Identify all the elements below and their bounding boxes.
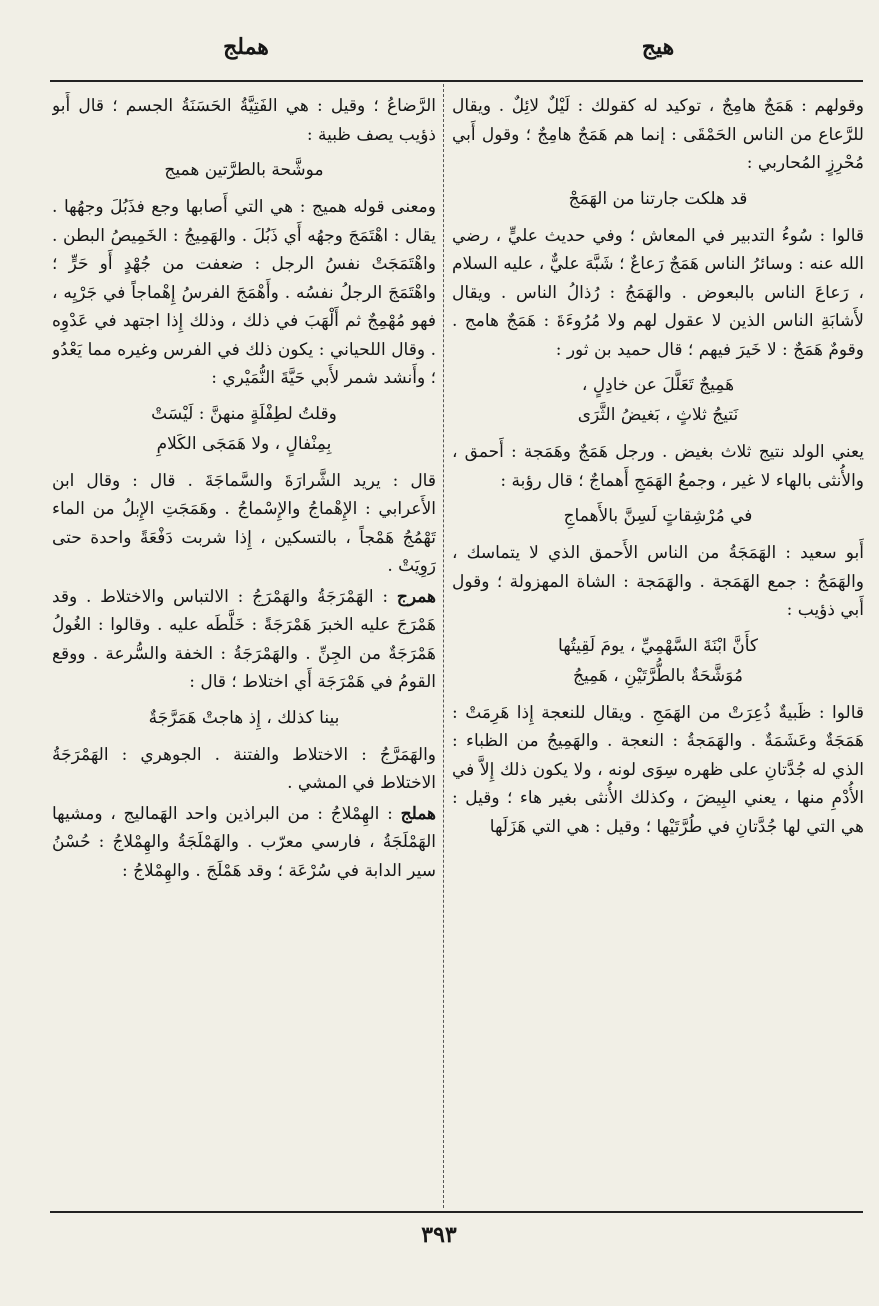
verse: قد هلكت جارتنا من الهَمَجْ — [568, 188, 748, 209]
paragraph: قال : يريد الشَّرارَةَ والسَّماجَةَ . قال : وقال ابن الأَعرابي : الإِهْماجُ والإِسْماجُ . وهَمَجَتِ الإِبلُ من الماء تَهْمُجُ هَمْجاً ، بالتسكين ، إِذا شربت دَفْعَةً واحدة حتى رَوِيَتْ . — [52, 470, 436, 576]
paragraph: أَبو سعيد : الهَمَجَةُ من الناس الأَحمق الذي لا يتماسك ، والهَمَجُ : جمع الهَمَجة . والهَمَجة : الشاة المهزولة ؛ وقول أَبي ذؤيب : — [452, 543, 864, 620]
verse: بينا كذلك ، إِذ هاجتْ هَمَرَّجَةٌ — [148, 707, 340, 728]
right-header-word: هيج — [641, 34, 675, 60]
verse-line: بِمِنْفالٍ ، ولا هَمَجَى الكَلامِ — [156, 433, 332, 454]
entry-paragraph — [52, 583, 436, 697]
verse-line: هَمِيجٌ تَعَلَّلَ عن خادِلٍ ، — [581, 375, 735, 395]
paragraph: يعني الولد نتيج ثلاث بغيض . ورجل هَمَجٌ وهَمَجة : أَحمق ، والأُنثى بالهاء لا غير ، وجمعُ الهَمَجِ أَهماجٌ ؛ قال رؤبة : — [452, 442, 864, 491]
paragraph: وقولهم : هَمَجٌ هامِجٌ ، توكيد له كقولك : لَيْلٌ لائِلٌ . ويقال للرَّعاع من الناس الحَمْقَى : إنما هم هَمَجٌ هامِجٌ ؛ وقول أَبي مُحْرِزٍ المُحاربي : — [452, 96, 864, 173]
page-number: ٣٩٣ — [421, 1222, 457, 1248]
verse — [452, 370, 864, 430]
verse-line: كأَنَّ ابْنَةَ السَّهْمِيِّ ، يومَ لَقِيتُها — [558, 635, 758, 656]
verse — [52, 399, 436, 459]
paragraph: قالوا : ظَبيةٌ ذُعِرَتْ من الهَمَجِ . ويقال للنعجة إِذا هَرِمَتْ : هَمَجَةٌ وعَشَمَةٌ . والهَمَجةُ : النعجة . والهَمِيجُ من الظباء : الذي له جُدَّتانِ على ظهره سِوَى لونه ، ولا يكون ذلك إِلاَّ في الأُدْمِ منها ، يعني البِيضَ ، وكذلك الأُنثى بغير هاء ؛ وقيل : هي التي لها جُدَّتانِ في طُرَّتَيْها ؛ وقيل : هي التي هَزَلَها — [452, 702, 864, 837]
entry-paragraph — [52, 800, 436, 886]
top-rule — [50, 80, 863, 82]
left-header-word: هملج — [223, 34, 269, 60]
entry-headword: همرج — [396, 586, 436, 607]
bottom-rule — [50, 1211, 863, 1213]
paragraph: ومعنى قوله هميج : هي التي أَصابها وجع فذَبُلَ وجهُها . يقال : اهْتَمَجَ وجهُه أَي ذَبُلَ . والهَمِيجُ : الخَمِيصُ البطن . واهْتَمَجَتْ نفسُ الرجل : ضعفت من جُهْدٍ أَو حَرٍّ ؛ واهْتَمَجَ الرجلُ نفسُه . وأَهْمَجَ الفرسُ إِهْماجاً في جَرْيِه ، فهو مُهْمِجٌ ثم أَلْهَبَ في ذلك ، وذلك إِذا اجتهد في عَدْوِه . وقال اللحياني : يكون ذلك في الفرس وغيره مما يَعْدُو ؛ وأَنشد شمر لأَبي حَيَّةَ النُّمَيْري : — [52, 197, 436, 388]
verse-line: مُوَشَّحَةٌ بالطُّرَّتَيْنِ ، هَمِيجُ — [572, 665, 744, 686]
verse: موشَّحة بالطرَّتين هميج — [164, 160, 324, 180]
verse-line: وقلتُ لطِفْلَةٍ منهنَّ : لَيْسَتْ — [151, 403, 337, 424]
verse: في مُرْشِقاتٍ لَسِنَّ بالأَهماجِ — [563, 506, 753, 526]
verse-line: نَتيجُ ثلاثٍ ، بَغيضُ الثَّرَى — [577, 405, 739, 425]
entry-text: : الهَمْرَجَةُ والهَمْرَجُ : الالتباس والاختلاط . وقد هَمْرَجَ عليه الخبرَ هَمْرَجَةً : خَلَّطَه عليه . وقالوا : الغُولُ هَمْرَجَةٌ من الجِنِّ . والهَمْرَجَةُ : الخفة والسُّرعة . ووقع القومُ في هَمْرَجَة أَي اختلاط ؛ قال : — [52, 586, 436, 692]
verse — [452, 631, 864, 691]
column-divider — [443, 84, 444, 1208]
paragraph: والهَمَرَّجُ : الاختلاط والفتنة . الجوهري : الهَمْرَجَةُ الاختلاط في المشي . — [52, 744, 436, 793]
paragraph: قالوا : سُوءُ التدبير في المعاش ؛ وفي حديث عليٍّ ، رضي الله عنه : وسائرُ الناس هَمَجٌ رَعاعٌ ؛ شَبَّهَ عليٌّ ، عليه السلام ، رَعاعَ الناس بالبعوض . والهَمَجُ : رُذالُ الناس . ويقال لأَشابَةِ الناس الذين لا عقول لهم ولا مُرُوءَةَ : هَمَجٌ هامج . وقومٌ هَمَجٌ : لا خَيرَ فيهم ؛ قال حميد بن ثور : — [452, 225, 864, 360]
left-column — [52, 92, 436, 1204]
right-column — [452, 92, 864, 1204]
entry-text: : الهِمْلاجُ : من البراذين واحد الهَماليج ، ومشيها الهَمْلَجَةُ ، فارسي معرّب . والهَمْلَجَةُ والهِمْلاجُ : حُسْنُ سير الدابة في سُرْعَة ؛ وقد هَمْلَجَ . والهِمْلاجُ : — [52, 803, 436, 881]
paragraph: الرَّضاعُ ؛ وقيل : هي الفَتِيَّةُ الحَسَنَةُ الجسم ؛ قال أَبو ذؤيب يصف ظبية : — [52, 96, 436, 145]
entry-headword: هملج — [400, 803, 436, 824]
